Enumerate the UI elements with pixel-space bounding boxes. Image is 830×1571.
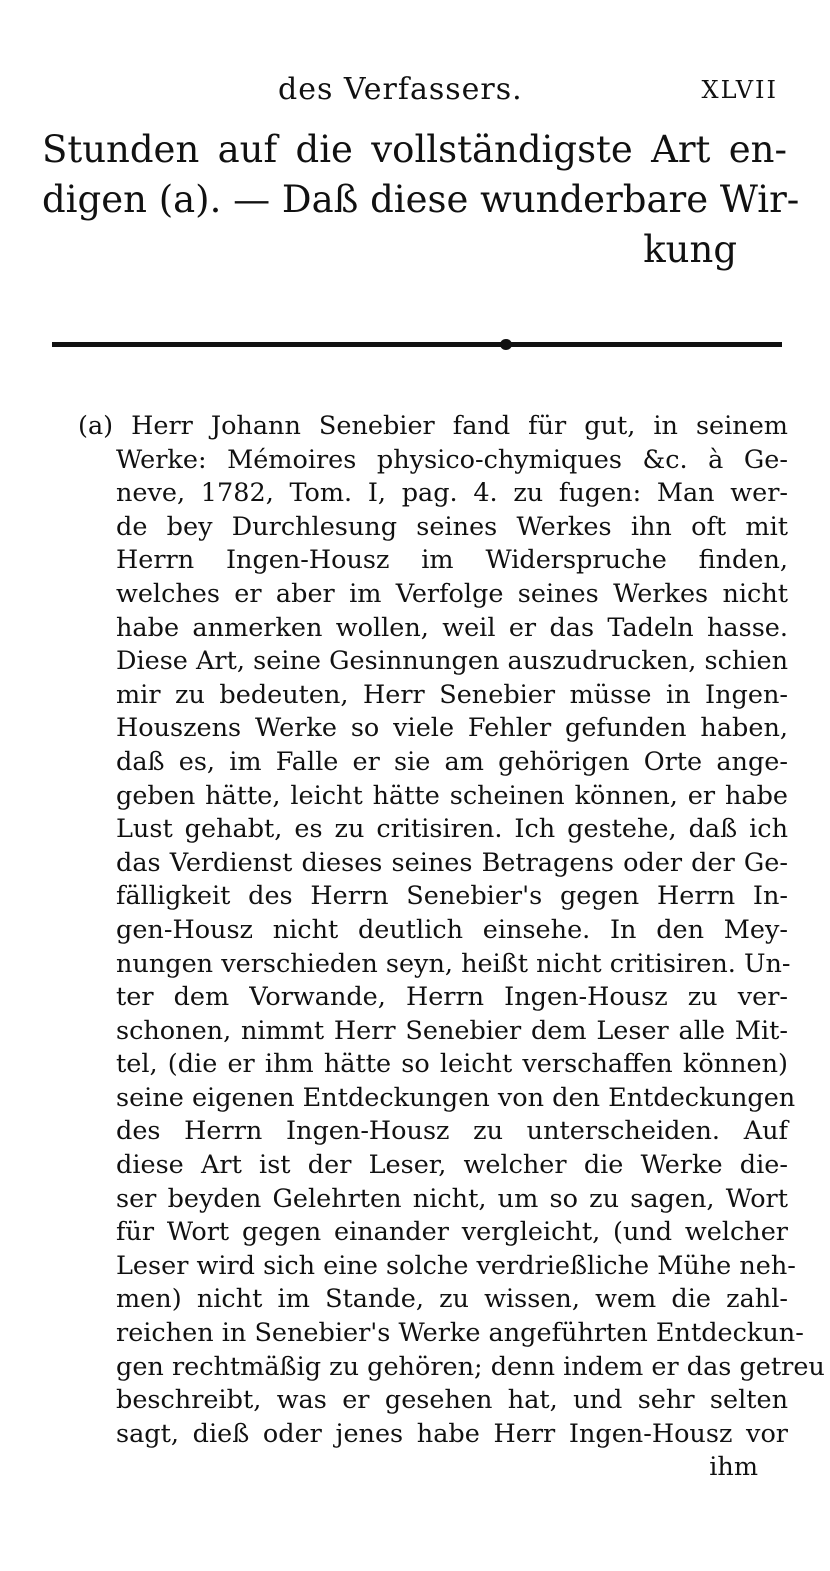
footnote-line: ser beyden Gelehrten nicht, um so zu sagen, Wort [116, 1183, 788, 1214]
footnote-line: für Wort gegen einander vergleicht, (und welcher [116, 1217, 788, 1248]
main-text-line: kung [643, 228, 737, 271]
footnote-line: Leser wird sich eine solche verdrießliche Mühe neh- [116, 1250, 796, 1281]
footnote-line: des Herrn Ingen-Housz zu unterscheiden. Auf [116, 1116, 788, 1147]
footnote-separator-rule [52, 342, 782, 347]
footnote-line: das Verdienst dieses seines Betragens oder der Ge- [116, 847, 788, 878]
catchword: ihm [709, 1452, 758, 1483]
footnote-line: nungen verschieden seyn, heißt nicht critisiren. Un- [116, 948, 791, 979]
footnote-line: reichen in Senebier's Werke angeführten Entdeckun- [116, 1318, 804, 1349]
footnote-line: schonen, nimmt Herr Senebier dem Leser alle Mit- [116, 1015, 788, 1046]
main-text-line: Stunden auf die vollständigste Art en- [42, 128, 787, 171]
main-text [42, 125, 800, 275]
footnote-line: tel, (die er ihm hätte so leicht verschaffen können) [116, 1049, 788, 1080]
page-number: XLVII [701, 76, 778, 104]
footnote-line: Lust gehabt, es zu critisiren. Ich gestehe, daß ich [116, 814, 788, 845]
footnote-line: fälligkeit des Herrn Senebier's gegen Herrn In- [116, 881, 788, 912]
footnote-line: (a) Herr Johann Senebier fand für gut, in seinem [78, 411, 788, 441]
footnote-line: ter dem Vorwande, Herrn Ingen-Housz zu ver- [116, 982, 788, 1013]
footnote-line: sagt, dieß oder jenes habe Herr Ingen-Housz vor [116, 1418, 788, 1449]
footnote-line: Herrn Ingen-Housz im Widerspruche finden, [116, 545, 788, 576]
footnote-line: seine eigenen Entdeckungen von den Entdeckungen [116, 1082, 796, 1113]
running-head-title: des Verfassers. [278, 72, 523, 107]
footnote-line: gen rechtmäßig zu gehören; denn indem er das getreu [116, 1351, 825, 1382]
footnote-line: men) nicht im Stande, zu wissen, wem die zahl- [116, 1284, 788, 1315]
footnote-line: welches er aber im Verfolge seines Werkes nicht [116, 578, 788, 609]
footnote-line: geben hätte, leicht hätte scheinen können, er habe [116, 780, 788, 811]
footnote-line: de bey Durchlesung seines Werkes ihn oft mit [116, 511, 788, 542]
footnote-line: habe anmerken wollen, weil er das Tadeln hasse. [116, 612, 788, 643]
footnote-line: Houszens Werke so viele Fehler gefunden haben, [116, 713, 788, 744]
footnote-line: daß es, im Falle er sie am gehörigen Orte ange- [116, 746, 788, 777]
footnote-line: neve, 1782, Tom. I, pag. 4. zu fugen: Man wer- [116, 478, 788, 509]
footnote-line: beschreibt, was er gesehen hat, und sehr selten [116, 1385, 788, 1416]
main-text-line: digen (a). — Daß diese wunderbare Wir- [42, 178, 800, 221]
running-head [0, 72, 830, 112]
footnote [78, 410, 825, 1485]
footnote-line: mir zu bedeuten, Herr Senebier müsse in Ingen- [116, 679, 788, 710]
footnote-line: Diese Art, seine Gesinnungen auszudrucken, schien [116, 646, 788, 677]
footnote-line: diese Art ist der Leser, welcher die Werke die- [116, 1150, 788, 1181]
footnote-line: gen-Housz nicht deutlich einsehe. In den Mey- [116, 914, 788, 945]
footnote-line: Werke: Mémoires physico-chymiques &c. à Ge- [116, 444, 788, 475]
